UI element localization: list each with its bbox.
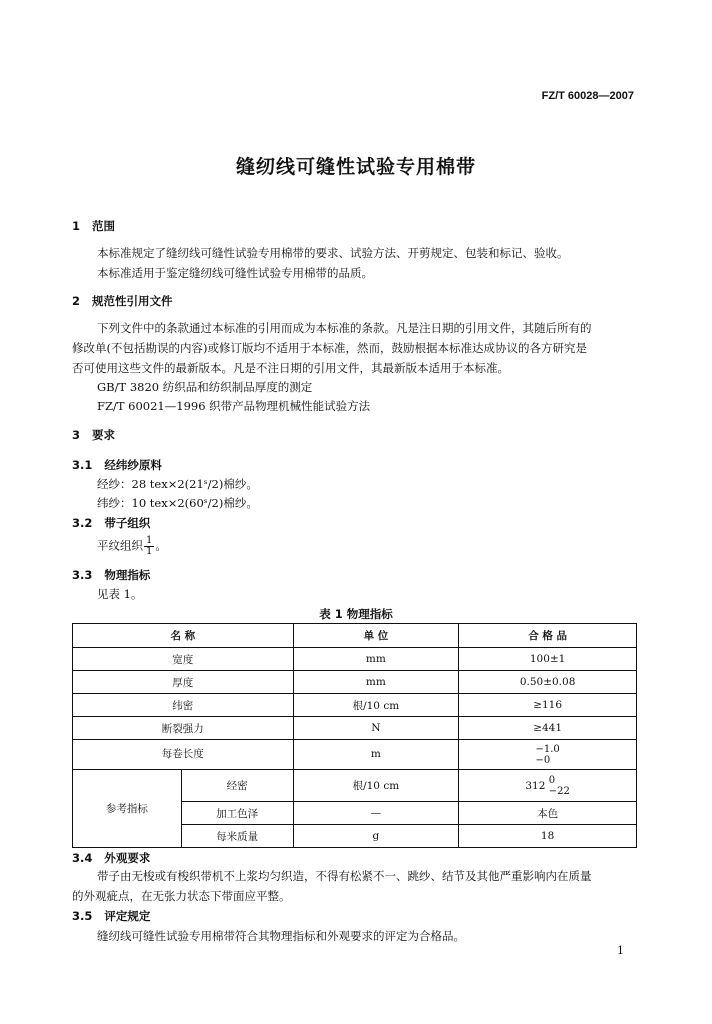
weave-label: 平纹组织 <box>97 538 143 553</box>
tolerance-stack <box>549 775 570 797</box>
fraction-numerator: 1 <box>146 535 153 546</box>
cell-unit: N <box>293 717 459 740</box>
cell-name: 加工色泽 <box>181 802 293 825</box>
cell-value-tolerance <box>459 740 637 770</box>
paragraph: 本标准规定了缝纫线可缝性试验专用棉带的要求、试验方法、开剪规定、包装和标记、验收。 <box>97 246 569 260</box>
tolerance-lower: −22 <box>548 785 570 797</box>
section-number: 3 <box>72 428 81 442</box>
cell-value: ≥441 <box>459 717 637 740</box>
cell-name: 宽度 <box>73 648 294 671</box>
section-title: 经纬纱原料 <box>104 458 162 472</box>
paragraph-line: 带子由无梭或有梭织带机不上浆均匀织造，不得有松紧不一、跳纱、结节及其他严重影响内在质量 <box>97 869 592 883</box>
section-3-1-heading <box>72 457 162 473</box>
section-2-heading <box>72 293 173 309</box>
table-row <box>73 648 637 671</box>
section-3-3-heading <box>72 567 150 583</box>
table-header-row <box>73 624 637 648</box>
paragraph-line: 的外观疵点，在无张力状态下带面应平整。 <box>72 889 291 903</box>
paragraph-line: 下列文件中的条款通过本标准的引用而成为本标准的条款。凡是注日期的引用文件，其随后所有的 <box>97 321 592 335</box>
cell-name: 纬密 <box>73 694 294 717</box>
tolerance-upper: 0 <box>548 774 556 786</box>
paragraph-line: 修改单(不包括勘误的内容)或修订版均不适用于本标准，然而，鼓励根据本标准达成协议的各方研究是 <box>72 341 587 355</box>
sentence-end: 。 <box>155 538 167 553</box>
header-unit: 单 位 <box>293 624 459 648</box>
table-row <box>73 717 637 740</box>
header-name: 名 称 <box>73 624 294 648</box>
paragraph: 本标准适用于鉴定缝纫线可缝性试验专用棉带的品质。 <box>97 266 373 280</box>
section-number: 2 <box>72 294 81 308</box>
section-3-5-heading <box>72 908 150 924</box>
cell-unit: m <box>293 740 459 770</box>
section-title: 外观要求 <box>104 851 151 865</box>
section-number: 3.3 <box>72 568 93 582</box>
cell-value: 18 <box>459 825 637 848</box>
cell-unit: 根/10 cm <box>293 694 459 717</box>
cell-name: 每米质量 <box>181 825 293 848</box>
section-number: 1 <box>72 219 81 233</box>
table-row <box>73 770 637 802</box>
section-title: 评定规定 <box>104 909 151 923</box>
paragraph: 见表 1。 <box>97 587 143 601</box>
cell-value: ≥116 <box>459 694 637 717</box>
cell-unit: g <box>293 825 459 848</box>
table-row <box>73 671 637 694</box>
section-3-heading <box>72 427 115 443</box>
cell-unit: — <box>293 802 459 825</box>
section-number: 3.1 <box>72 458 93 472</box>
cell-name: 断裂强力 <box>73 717 294 740</box>
paragraph: 缝纫线可缝性试验专用棉带符合其物理指标和外观要求的评定为合格品。 <box>97 929 465 943</box>
table-row <box>73 694 637 717</box>
cell-unit: 根/10 cm <box>293 770 459 802</box>
standard-number: FZ/T 60028—2007 <box>541 90 634 102</box>
cell-name: 每卷长度 <box>73 740 294 770</box>
warp-yarn: 经纱：28 tex×2(21ˢ/2)棉纱。 <box>97 477 258 491</box>
physical-index-table <box>72 623 637 848</box>
paragraph-line: 否可使用这些文件的最新版本。凡是不注日期的引用文件，其最新版本适用于本标准。 <box>72 361 509 375</box>
cell-value: 0.50±0.08 <box>459 671 637 694</box>
section-number: 3.5 <box>72 909 93 923</box>
section-title: 要求 <box>92 428 116 442</box>
cell-unit: mm <box>293 671 459 694</box>
fraction-denominator: 1 <box>146 546 153 557</box>
document-title: 缝纫线可缝性试验专用棉带 <box>235 156 476 178</box>
weave-fraction <box>144 536 154 557</box>
page-number: 1 <box>617 944 624 957</box>
section-title: 规范性引用文件 <box>92 294 173 308</box>
cell-value: 本色 <box>459 802 637 825</box>
table-row <box>73 740 637 770</box>
reference-item: GB/T 3820 纺织品和纺织制品厚度的测定 <box>97 380 313 394</box>
tolerance-upper: −1.0 <box>535 743 560 755</box>
header-value: 合 格 品 <box>459 624 637 648</box>
cell-name: 经密 <box>181 770 293 802</box>
section-number: 3.4 <box>72 851 93 865</box>
tolerance-lower: −0 <box>535 754 551 766</box>
table-caption: 表 1 物理指标 <box>319 607 393 621</box>
section-title: 带子组织 <box>104 516 151 530</box>
base-value: 312 <box>525 779 546 792</box>
section-3-2-heading <box>72 515 150 531</box>
cell-value-tolerance <box>459 770 637 802</box>
cell-unit: mm <box>293 648 459 671</box>
section-number: 3.2 <box>72 516 93 530</box>
section-1-heading <box>72 218 115 234</box>
reference-item: FZ/T 60021—1996 织带产品物理机械性能试验方法 <box>97 399 371 413</box>
section-3-4-heading <box>72 850 150 866</box>
weft-yarn: 纬纱：10 tex×2(60ˢ/2)棉纱。 <box>97 496 258 510</box>
cell-value: 100±1 <box>459 648 637 671</box>
tolerance-stack <box>535 744 559 766</box>
reference-group-label: 参考指标 <box>73 770 182 848</box>
weave-structure <box>97 536 167 557</box>
section-title: 物理指标 <box>104 568 151 582</box>
section-title: 范围 <box>92 219 116 233</box>
cell-name: 厚度 <box>73 671 294 694</box>
